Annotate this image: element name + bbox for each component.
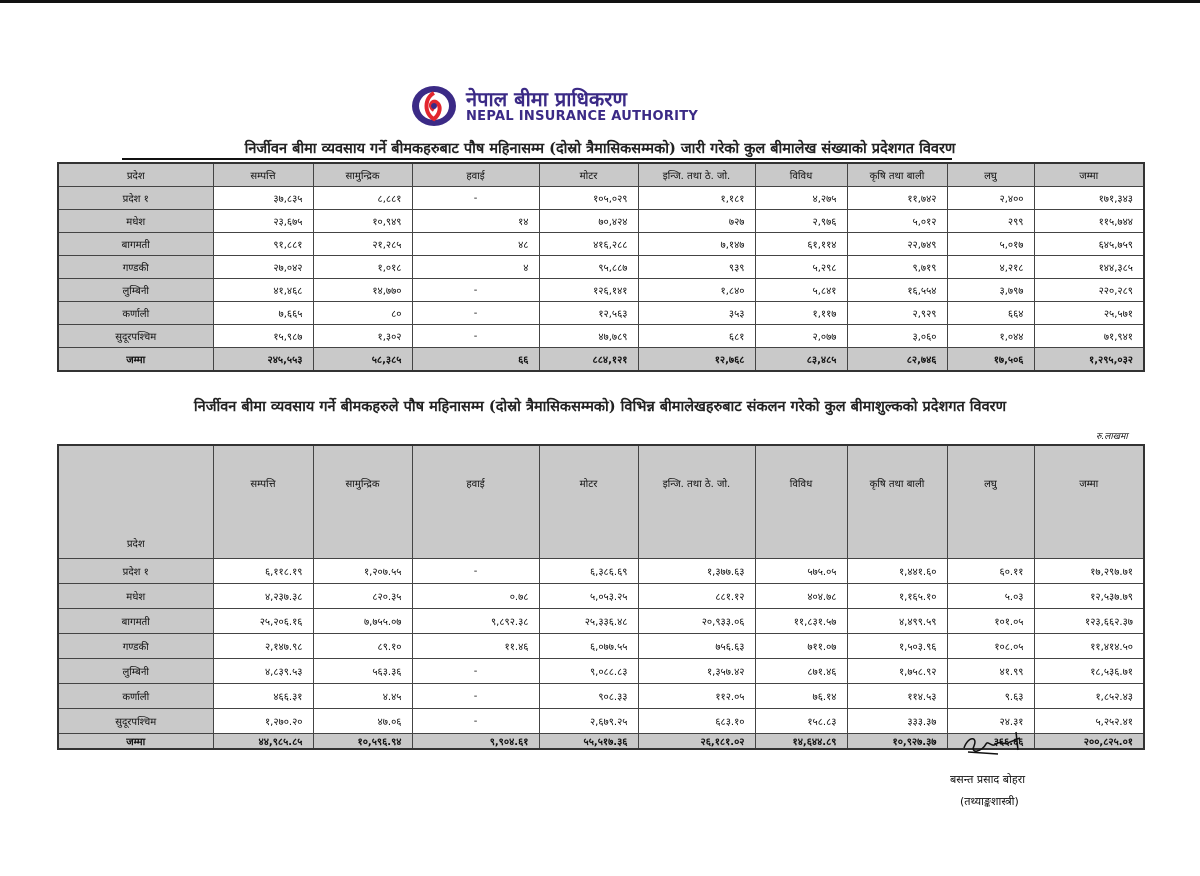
value-cell: ८९.१० bbox=[313, 634, 412, 659]
value-cell: २,१४७.९८ bbox=[213, 634, 313, 659]
value-cell: - bbox=[412, 279, 539, 302]
value-cell: ३६६.६६ bbox=[947, 734, 1034, 750]
value-cell: ११.४६ bbox=[412, 634, 539, 659]
province-cell: कर्णाली bbox=[58, 302, 213, 325]
value-cell: ४,८३९.५३ bbox=[213, 659, 313, 684]
value-cell: २५,२०६.१६ bbox=[213, 609, 313, 634]
value-cell: ३,०६० bbox=[847, 325, 947, 348]
province-cell: गण्डकी bbox=[58, 634, 213, 659]
value-cell: - bbox=[412, 325, 539, 348]
value-cell: २४५,५५३ bbox=[213, 348, 313, 371]
value-cell: ७,७५५.०७ bbox=[313, 609, 412, 634]
value-cell: - bbox=[412, 302, 539, 325]
value-cell: ६६ bbox=[412, 348, 539, 371]
value-cell: १४ bbox=[412, 210, 539, 233]
signatory-role: (तथ्याङ्कशास्त्री) bbox=[960, 795, 1019, 808]
value-cell: १,७५८.९२ bbox=[847, 659, 947, 684]
value-cell: ११,८३१.५७ bbox=[755, 609, 847, 634]
value-cell: ५,०१७ bbox=[947, 233, 1034, 256]
province-cell: बागमती bbox=[58, 609, 213, 634]
table2-header-cell: लघु bbox=[947, 445, 1034, 559]
table-row bbox=[58, 279, 1144, 302]
value-cell: ५.०३ bbox=[947, 584, 1034, 609]
table-row bbox=[58, 187, 1144, 210]
value-cell: ५,२९८ bbox=[755, 256, 847, 279]
value-cell: १,०४४ bbox=[947, 325, 1034, 348]
province-cell: लुम्बिनी bbox=[58, 279, 213, 302]
value-cell: ४०४.७८ bbox=[755, 584, 847, 609]
value-cell: १७,५०६ bbox=[947, 348, 1034, 371]
value-cell: १०,५९६.९४ bbox=[313, 734, 412, 750]
value-cell: ७२७ bbox=[638, 210, 755, 233]
table1-header-cell: मोटर bbox=[539, 163, 638, 187]
province-cell: जम्मा bbox=[58, 348, 213, 371]
value-cell: ३७,८३५ bbox=[213, 187, 313, 210]
table1-title-underline bbox=[122, 158, 952, 160]
value-cell: ४,२१८ bbox=[947, 256, 1034, 279]
value-cell: ४.४५ bbox=[313, 684, 412, 709]
table-row bbox=[58, 325, 1144, 348]
value-cell: १४,७७० bbox=[313, 279, 412, 302]
table2-unit-label: रु.लाखमा bbox=[1096, 432, 1128, 442]
value-cell: ४ bbox=[412, 256, 539, 279]
value-cell: २,९७६ bbox=[755, 210, 847, 233]
value-cell: १४४,३८५ bbox=[1034, 256, 1144, 279]
value-cell: १२,७६८ bbox=[638, 348, 755, 371]
top-border bbox=[0, 0, 1200, 3]
value-cell: १,११७ bbox=[755, 302, 847, 325]
value-cell: ७६.१४ bbox=[755, 684, 847, 709]
value-cell: ६४५,७५९ bbox=[1034, 233, 1144, 256]
value-cell: ९,०८८.८३ bbox=[539, 659, 638, 684]
signature-icon bbox=[958, 728, 1028, 760]
value-cell: ६,३८६.६९ bbox=[539, 559, 638, 584]
province-cell: सुदूरपश्चिम bbox=[58, 709, 213, 734]
value-cell: १०,९२७.३७ bbox=[847, 734, 947, 750]
table1-header-cell: सम्पत्ति bbox=[213, 163, 313, 187]
value-cell: ८२०.३५ bbox=[313, 584, 412, 609]
table1-header-row bbox=[58, 163, 1144, 187]
value-cell: ३३३.३७ bbox=[847, 709, 947, 734]
table-row bbox=[58, 609, 1144, 634]
value-cell: १,५०३.९६ bbox=[847, 634, 947, 659]
value-cell: ६८३.१० bbox=[638, 709, 755, 734]
value-cell: ४१६,२८८ bbox=[539, 233, 638, 256]
table1-title: निर्जीवन बीमा व्यवसाय गर्ने बीमकहरुबाट पौष महिनासम्म (दोस्रो त्रैमासिकसम्मको) जारी गरेको कुल बीमालेख संख्याको प्रदेशगत विवरण bbox=[244, 140, 956, 157]
table-row bbox=[58, 659, 1144, 684]
table2-header-cell: विविध bbox=[755, 445, 847, 559]
value-cell: २०,९३३.०६ bbox=[638, 609, 755, 634]
nia-logo bbox=[410, 84, 698, 128]
table1-header-cell: कृषि तथा बाली bbox=[847, 163, 947, 187]
value-cell: - bbox=[412, 709, 539, 734]
value-cell: ९०८.३३ bbox=[539, 684, 638, 709]
value-cell: ११,४१४.५० bbox=[1034, 634, 1144, 659]
table2-header-cell: हवाई bbox=[412, 445, 539, 559]
value-cell: १०,९४९ bbox=[313, 210, 412, 233]
value-cell: ५५,५१७.३६ bbox=[539, 734, 638, 750]
table-row bbox=[58, 302, 1144, 325]
province-cell: कर्णाली bbox=[58, 684, 213, 709]
province-cell: जम्मा bbox=[58, 734, 213, 750]
province-cell: लुम्बिनी bbox=[58, 659, 213, 684]
value-cell: १२,५३७.७९ bbox=[1034, 584, 1144, 609]
value-cell: ३,७९७ bbox=[947, 279, 1034, 302]
value-cell: ११,७४२ bbox=[847, 187, 947, 210]
value-cell: ५,२५२.४१ bbox=[1034, 709, 1144, 734]
value-cell: ६१,११४ bbox=[755, 233, 847, 256]
table-row bbox=[58, 559, 1144, 584]
value-cell: १८,५३६.७१ bbox=[1034, 659, 1144, 684]
value-cell: ५,०५३.२५ bbox=[539, 584, 638, 609]
value-cell: ६०.११ bbox=[947, 559, 1034, 584]
table1-header-cell: हवाई bbox=[412, 163, 539, 187]
table1-header-cell: सामुन्द्रिक bbox=[313, 163, 412, 187]
table2-header-cell: जम्मा bbox=[1034, 445, 1144, 559]
value-cell: ४,२७५ bbox=[755, 187, 847, 210]
table1-header-cell: लघु bbox=[947, 163, 1034, 187]
value-cell: १२३,६६२.३७ bbox=[1034, 609, 1144, 634]
value-cell: २३,६७५ bbox=[213, 210, 313, 233]
signatory-name: बसन्त प्रसाद बोहरा bbox=[950, 773, 1026, 786]
value-cell: १,२९५,०३२ bbox=[1034, 348, 1144, 371]
value-cell: २,४०० bbox=[947, 187, 1034, 210]
total-row bbox=[58, 348, 1144, 371]
value-cell: - bbox=[412, 659, 539, 684]
value-cell: २४.३१ bbox=[947, 709, 1034, 734]
value-cell: ४४,९८५.८५ bbox=[213, 734, 313, 750]
province-cell: बागमती bbox=[58, 233, 213, 256]
province-cell: सुदूरपश्चिम bbox=[58, 325, 213, 348]
value-cell: २,६७९.२५ bbox=[539, 709, 638, 734]
value-cell: १,१८१ bbox=[638, 187, 755, 210]
value-cell: ५८,३८५ bbox=[313, 348, 412, 371]
value-cell: १,३७७.६३ bbox=[638, 559, 755, 584]
value-cell: १,१६५.१० bbox=[847, 584, 947, 609]
value-cell: २,९२९ bbox=[847, 302, 947, 325]
value-cell: ७,६६५ bbox=[213, 302, 313, 325]
table1-body bbox=[58, 187, 1144, 371]
table1-header-cell: प्रदेश bbox=[58, 163, 213, 187]
province-cell: प्रदेश १ bbox=[58, 559, 213, 584]
value-cell: १,२७०.२० bbox=[213, 709, 313, 734]
org-name-nepali: नेपाल बीमा प्राधिकरण bbox=[466, 87, 627, 111]
value-cell: ७१,९४१ bbox=[1034, 325, 1144, 348]
province-cell: प्रदेश १ bbox=[58, 187, 213, 210]
value-cell: ११२.०५ bbox=[638, 684, 755, 709]
value-cell: ३५३ bbox=[638, 302, 755, 325]
value-cell: २६,१८१.०२ bbox=[638, 734, 755, 750]
value-cell: ९,८९२.३८ bbox=[412, 609, 539, 634]
province-cell: गण्डकी bbox=[58, 256, 213, 279]
value-cell: ४७,७८९ bbox=[539, 325, 638, 348]
province-cell: मधेश bbox=[58, 584, 213, 609]
value-cell: ०.७८ bbox=[412, 584, 539, 609]
value-cell: ९१,८८१ bbox=[213, 233, 313, 256]
value-cell: ८२,७४६ bbox=[847, 348, 947, 371]
value-cell: ५७५.०५ bbox=[755, 559, 847, 584]
table2-header-cell: सामुन्द्रिक bbox=[313, 445, 412, 559]
value-cell: ६८१ bbox=[638, 325, 755, 348]
value-cell: ४,२३७.३८ bbox=[213, 584, 313, 609]
value-cell: १,८५२.४३ bbox=[1034, 684, 1144, 709]
table1-header-cell: जम्मा bbox=[1034, 163, 1144, 187]
value-cell: १४,६४४.८९ bbox=[755, 734, 847, 750]
value-cell: १०१.०५ bbox=[947, 609, 1034, 634]
table2-header-cell: प्रदेश bbox=[58, 445, 213, 559]
value-cell: १७,२९७.७१ bbox=[1034, 559, 1144, 584]
table-row bbox=[58, 684, 1144, 709]
value-cell: ७११.०७ bbox=[755, 634, 847, 659]
value-cell: ८,८८१ bbox=[313, 187, 412, 210]
value-cell: १,८४० bbox=[638, 279, 755, 302]
value-cell: ५६३.३६ bbox=[313, 659, 412, 684]
value-cell: १०५,०२९ bbox=[539, 187, 638, 210]
org-name-english: NEPAL INSURANCE AUTHORITY bbox=[466, 109, 699, 124]
value-cell: ५,०१२ bbox=[847, 210, 947, 233]
value-cell: १,४४१.६० bbox=[847, 559, 947, 584]
value-cell: १०८.०५ bbox=[947, 634, 1034, 659]
value-cell: ९.६३ bbox=[947, 684, 1034, 709]
table1-header-cell: विविध bbox=[755, 163, 847, 187]
value-cell: १५८.८३ bbox=[755, 709, 847, 734]
value-cell: ५,८४१ bbox=[755, 279, 847, 302]
value-cell: ४१,४६८ bbox=[213, 279, 313, 302]
value-cell: ७५६.६३ bbox=[638, 634, 755, 659]
value-cell: २२,७४९ bbox=[847, 233, 947, 256]
nia-emblem-icon bbox=[410, 84, 458, 128]
value-cell: ८८१.१२ bbox=[638, 584, 755, 609]
value-cell: ९,७१९ bbox=[847, 256, 947, 279]
value-cell: ८७१.४६ bbox=[755, 659, 847, 684]
province-cell: मधेश bbox=[58, 210, 213, 233]
value-cell: ७,१४७ bbox=[638, 233, 755, 256]
table1-header-cell: इन्जि. तथा ठे. जो. bbox=[638, 163, 755, 187]
value-cell: १६,५५४ bbox=[847, 279, 947, 302]
value-cell: १२६,१४१ bbox=[539, 279, 638, 302]
premium-table bbox=[57, 444, 1145, 750]
table-row bbox=[58, 210, 1144, 233]
value-cell: २५,५७१ bbox=[1034, 302, 1144, 325]
table-row bbox=[58, 233, 1144, 256]
value-cell: ६६४ bbox=[947, 302, 1034, 325]
value-cell: ४६६.३१ bbox=[213, 684, 313, 709]
value-cell: १,३०२ bbox=[313, 325, 412, 348]
value-cell: १५,९८७ bbox=[213, 325, 313, 348]
value-cell: २२०,२८९ bbox=[1034, 279, 1144, 302]
value-cell: ९५,८८७ bbox=[539, 256, 638, 279]
value-cell: ४८ bbox=[412, 233, 539, 256]
value-cell: ४,४९९.५९ bbox=[847, 609, 947, 634]
value-cell: - bbox=[412, 559, 539, 584]
table2-header-row bbox=[58, 445, 1144, 559]
value-cell: ११४.५३ bbox=[847, 684, 947, 709]
value-cell: २१,२८५ bbox=[313, 233, 412, 256]
value-cell: ४१.९९ bbox=[947, 659, 1034, 684]
value-cell: ६,११८.१९ bbox=[213, 559, 313, 584]
value-cell: २७,०४२ bbox=[213, 256, 313, 279]
value-cell: ९,९०४.६१ bbox=[412, 734, 539, 750]
value-cell: ८० bbox=[313, 302, 412, 325]
value-cell: ४७.०६ bbox=[313, 709, 412, 734]
table-row bbox=[58, 634, 1144, 659]
value-cell: २००,८२५.०१ bbox=[1034, 734, 1144, 750]
value-cell: - bbox=[412, 684, 539, 709]
value-cell: १,३५७.४२ bbox=[638, 659, 755, 684]
value-cell: १७१,३४३ bbox=[1034, 187, 1144, 210]
value-cell: ६,०७७.५५ bbox=[539, 634, 638, 659]
value-cell: - bbox=[412, 187, 539, 210]
table2-title: निर्जीवन बीमा व्यवसाय गर्ने बीमकहरुले पौष महिनासम्म (दोस्रो त्रैमासिकसम्मको) विभिन्न बीमालेखहरुबाट संकलन गरेको कुल बीमाशुल्कको प्रदेशगत विवरण bbox=[193, 398, 1007, 415]
value-cell: १२,५६३ bbox=[539, 302, 638, 325]
table2-header-cell: इन्जि. तथा ठे. जो. bbox=[638, 445, 755, 559]
value-cell: ८८४,१२१ bbox=[539, 348, 638, 371]
value-cell: ११५,७४४ bbox=[1034, 210, 1144, 233]
table2-body bbox=[58, 559, 1144, 750]
value-cell: १,०१८ bbox=[313, 256, 412, 279]
value-cell: ९३९ bbox=[638, 256, 755, 279]
table-row bbox=[58, 584, 1144, 609]
value-cell: ८३,४८५ bbox=[755, 348, 847, 371]
table-row bbox=[58, 256, 1144, 279]
table2-header-cell: मोटर bbox=[539, 445, 638, 559]
table2-header-cell: सम्पत्ति bbox=[213, 445, 313, 559]
value-cell: ७०,४२४ bbox=[539, 210, 638, 233]
policy-count-table bbox=[57, 162, 1145, 372]
table2-header-cell: कृषि तथा बाली bbox=[847, 445, 947, 559]
value-cell: २,०७७ bbox=[755, 325, 847, 348]
value-cell: २५,३३६.४८ bbox=[539, 609, 638, 634]
value-cell: १,२०७.५५ bbox=[313, 559, 412, 584]
value-cell: २९९ bbox=[947, 210, 1034, 233]
